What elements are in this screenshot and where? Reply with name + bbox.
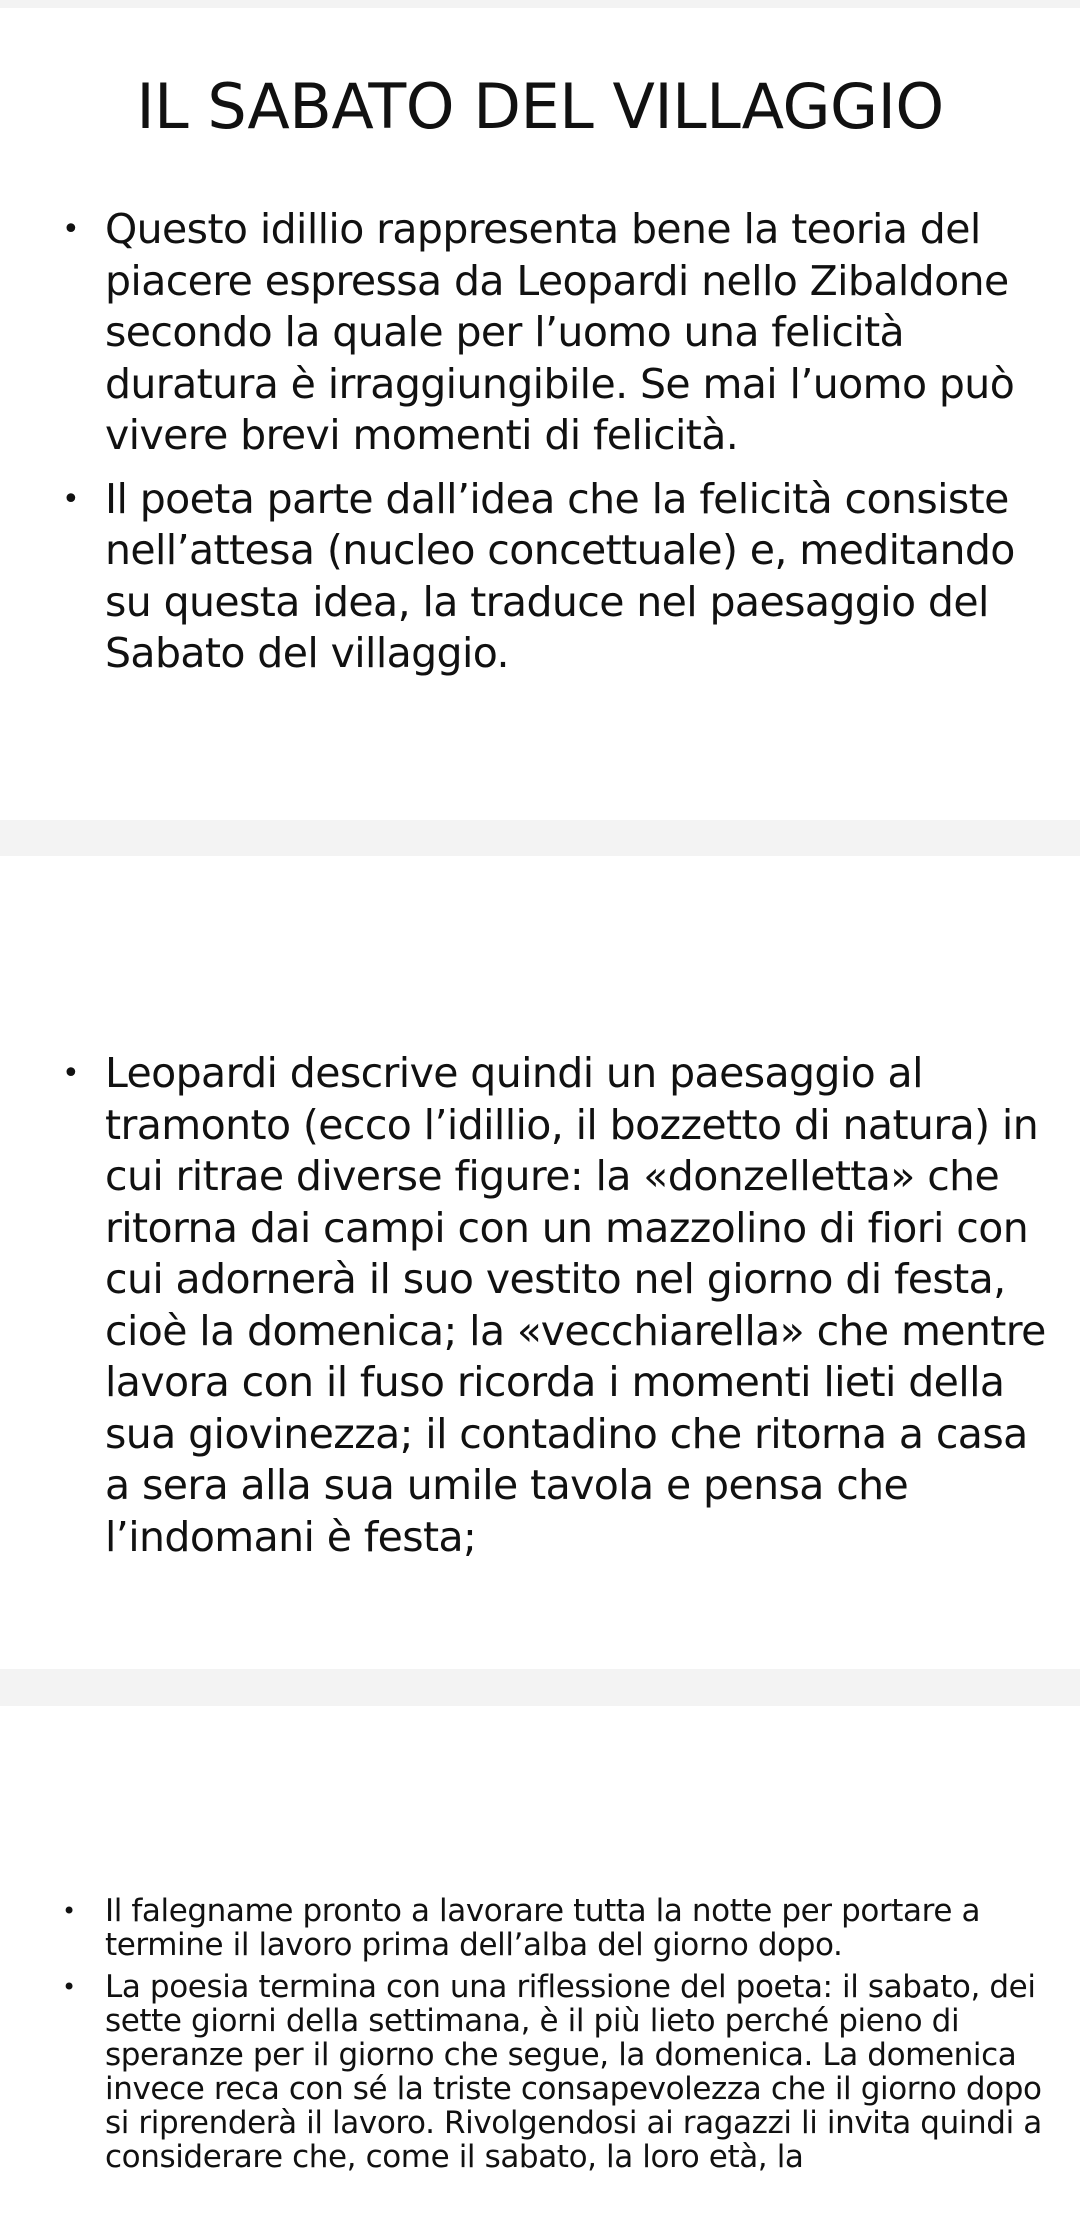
- bullet-text: Leopardi descrive quindi un paesaggio al tramonto (ecco l’idillio, il bozzetto di natura) in cui ritrae diverse figure: la «donzelletta» che ritorna dai campi con un mazzolino di fiori con cui adornerà il suo vestito nel giorno di festa, cioè la domenica; la «vecchiarella» che mentre lavora con il fuso ricorda i momenti lieti della sua giovinezza; il contadino che ritorna a casa a sera alla sua umile tavola e pensa che l’indomani è festa;: [105, 1049, 1046, 1561]
- bullet-list: [0, 204, 1080, 692]
- bullet-dot-icon: •: [62, 481, 80, 517]
- bullet-list: [0, 1048, 1080, 1575]
- bullet-item: [0, 1048, 1080, 1563]
- bullet-item: [0, 204, 1080, 462]
- bullet-dot-icon: •: [62, 1897, 76, 1925]
- bullet-dot-icon: •: [62, 212, 80, 247]
- bullet-text: Il falegname pronto a lavorare tutta la notte per portare a termine il lavoro prima dell’alba del giorno dopo.: [105, 1893, 981, 1963]
- slide-title: IL SABATO DEL VILLAGGIO: [136, 70, 944, 143]
- slide-3: [0, 1706, 1080, 2224]
- slide-1: [0, 8, 1080, 820]
- bullet-dot-icon: •: [62, 1056, 80, 1091]
- bullet-text: La poesia termina con una riflessione del poeta: il sabato, dei sette giorni della settimana, è il più lieto perché pieno di speranze per il giorno che segue, la domenica. La domenica invece reca con sé la triste consapevolezza che il giorno dopo si riprenderà il lavoro. Rivolgendosi ai ragazzi li invita quindi a considerare che, come il sabato, la loro età, la: [105, 1969, 1042, 2175]
- bullet-dot-icon: •: [62, 1973, 76, 2001]
- bullet-list: [0, 1894, 1080, 2182]
- slide-2: [0, 856, 1080, 1669]
- bullet-item: [0, 474, 1080, 680]
- bullet-text: Il poeta parte dall’idea che la felicità consiste nell’attesa (nucleo concettuale) e, meditando su questa idea, la traduce nel paesaggio del Sabato del villaggio.: [105, 474, 1015, 677]
- bullet-item: [0, 1894, 1080, 1962]
- bullet-item: [0, 1970, 1080, 2174]
- bullet-text: Questo idillio rappresenta bene la teoria del piacere espressa da Leopardi nello Zibaldone secondo la quale per l’uomo una felicità duratura è irraggiungibile. Se mai l’uomo può vivere brevi momenti di felicità.: [105, 205, 1015, 459]
